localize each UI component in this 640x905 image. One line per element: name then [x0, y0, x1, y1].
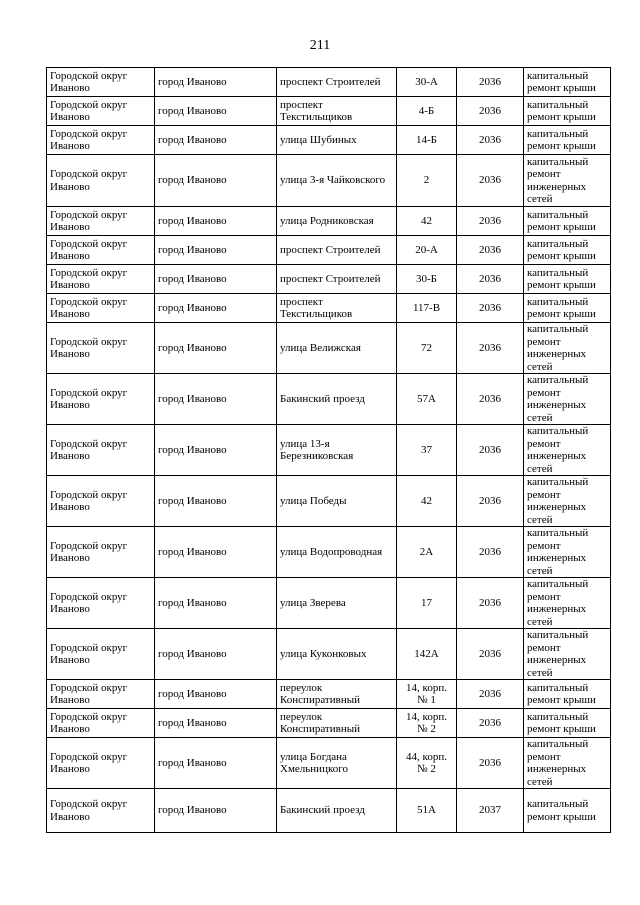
year-cell: 2036: [457, 155, 524, 207]
municipality-cell: Городской округ Иваново: [47, 236, 155, 265]
municipality-cell: Городской округ Иваново: [47, 323, 155, 374]
table-row: [47, 236, 611, 265]
year-cell: 2036: [457, 126, 524, 155]
municipality-cell: Городской округ Иваново: [47, 709, 155, 738]
street-cell: улица Куконковых: [277, 629, 397, 680]
page-number: 211: [309, 38, 331, 53]
table-row: [47, 527, 611, 578]
house-cell: 30-А: [397, 68, 457, 97]
year-cell: 2036: [457, 680, 524, 709]
table-row: [47, 680, 611, 709]
house-cell: 2: [397, 155, 457, 207]
street-cell: улица Велижская: [277, 323, 397, 374]
municipality-cell: Городской округ Иваново: [47, 738, 155, 789]
house-cell: 57А: [397, 374, 457, 425]
table-row: [47, 323, 611, 374]
house-cell: 2А: [397, 527, 457, 578]
street-cell: улица Водопроводная: [277, 527, 397, 578]
settlement-cell: город Иваново: [155, 738, 277, 789]
house-cell: 14, корп. № 2: [397, 709, 457, 738]
year-cell: 2036: [457, 629, 524, 680]
house-cell: 117-В: [397, 294, 457, 323]
year-cell: 2036: [457, 97, 524, 126]
street-cell: улица 13-я Березниковская: [277, 425, 397, 476]
municipality-cell: Городской округ Иваново: [47, 265, 155, 294]
year-cell: 2036: [457, 236, 524, 265]
municipality-cell: Городской округ Иваново: [47, 374, 155, 425]
settlement-cell: город Иваново: [155, 126, 277, 155]
municipality-cell: Городской округ Иваново: [47, 97, 155, 126]
house-cell: 30-Б: [397, 265, 457, 294]
year-cell: 2036: [457, 68, 524, 97]
table-row: [47, 709, 611, 738]
work-type-cell: капитальный ремонт инженерных сетей: [524, 476, 611, 527]
year-cell: 2037: [457, 789, 524, 833]
year-cell: 2036: [457, 527, 524, 578]
table-row: [47, 265, 611, 294]
year-cell: 2036: [457, 738, 524, 789]
work-type-cell: капитальный ремонт крыши: [524, 207, 611, 236]
work-type-cell: капитальный ремонт крыши: [524, 680, 611, 709]
settlement-cell: город Иваново: [155, 294, 277, 323]
repair-schedule-table: [46, 67, 611, 833]
work-type-cell: капитальный ремонт инженерных сетей: [524, 323, 611, 374]
house-cell: 14, корп. № 1: [397, 680, 457, 709]
settlement-cell: город Иваново: [155, 680, 277, 709]
work-type-cell: капитальный ремонт инженерных сетей: [524, 578, 611, 629]
house-cell: 37: [397, 425, 457, 476]
work-type-cell: капитальный ремонт крыши: [524, 236, 611, 265]
table-row: [47, 97, 611, 126]
street-cell: улица Победы: [277, 476, 397, 527]
street-cell: улица Богдана Хмельницкого: [277, 738, 397, 789]
municipality-cell: Городской округ Иваново: [47, 476, 155, 527]
house-cell: 44, корп. № 2: [397, 738, 457, 789]
municipality-cell: Городской округ Иваново: [47, 680, 155, 709]
settlement-cell: город Иваново: [155, 527, 277, 578]
house-cell: 72: [397, 323, 457, 374]
work-type-cell: капитальный ремонт инженерных сетей: [524, 527, 611, 578]
table-row: [47, 738, 611, 789]
municipality-cell: Городской округ Иваново: [47, 527, 155, 578]
municipality-cell: Городской округ Иваново: [47, 629, 155, 680]
table-row: [47, 294, 611, 323]
table-row: [47, 155, 611, 207]
house-cell: 142А: [397, 629, 457, 680]
table-row: [47, 425, 611, 476]
settlement-cell: город Иваново: [155, 476, 277, 527]
settlement-cell: город Иваново: [155, 323, 277, 374]
municipality-cell: Городской округ Иваново: [47, 425, 155, 476]
work-type-cell: капитальный ремонт крыши: [524, 789, 611, 833]
year-cell: 2036: [457, 323, 524, 374]
settlement-cell: город Иваново: [155, 68, 277, 97]
table-row: [47, 629, 611, 680]
year-cell: 2036: [457, 425, 524, 476]
municipality-cell: Городской округ Иваново: [47, 207, 155, 236]
municipality-cell: Городской округ Иваново: [47, 789, 155, 833]
work-type-cell: капитальный ремонт крыши: [524, 294, 611, 323]
year-cell: 2036: [457, 709, 524, 738]
settlement-cell: город Иваново: [155, 236, 277, 265]
street-cell: улица 3-я Чайковского: [277, 155, 397, 207]
settlement-cell: город Иваново: [155, 578, 277, 629]
settlement-cell: город Иваново: [155, 97, 277, 126]
house-cell: 20-А: [397, 236, 457, 265]
street-cell: Бакинский проезд: [277, 374, 397, 425]
settlement-cell: город Иваново: [155, 265, 277, 294]
table-row: [47, 374, 611, 425]
house-cell: 42: [397, 207, 457, 236]
municipality-cell: Городской округ Иваново: [47, 126, 155, 155]
street-cell: проспект Текстильщиков: [277, 294, 397, 323]
table-row: [47, 207, 611, 236]
year-cell: 2036: [457, 265, 524, 294]
street-cell: проспект Текстильщиков: [277, 97, 397, 126]
house-cell: 4-Б: [397, 97, 457, 126]
work-type-cell: капитальный ремонт инженерных сетей: [524, 374, 611, 425]
municipality-cell: Городской округ Иваново: [47, 68, 155, 97]
settlement-cell: город Иваново: [155, 709, 277, 738]
settlement-cell: город Иваново: [155, 374, 277, 425]
table-row: [47, 68, 611, 97]
municipality-cell: Городской округ Иваново: [47, 155, 155, 207]
street-cell: улица Шубиных: [277, 126, 397, 155]
settlement-cell: город Иваново: [155, 629, 277, 680]
settlement-cell: город Иваново: [155, 425, 277, 476]
municipality-cell: Городской округ Иваново: [47, 294, 155, 323]
work-type-cell: капитальный ремонт крыши: [524, 265, 611, 294]
street-cell: проспект Строителей: [277, 265, 397, 294]
work-type-cell: капитальный ремонт инженерных сетей: [524, 629, 611, 680]
municipality-cell: Городской округ Иваново: [47, 578, 155, 629]
table-row: [47, 789, 611, 833]
table-row: [47, 476, 611, 527]
year-cell: 2036: [457, 476, 524, 527]
street-cell: Бакинский проезд: [277, 789, 397, 833]
year-cell: 2036: [457, 207, 524, 236]
settlement-cell: город Иваново: [155, 789, 277, 833]
street-cell: улица Родниковская: [277, 207, 397, 236]
work-type-cell: капитальный ремонт инженерных сетей: [524, 155, 611, 207]
settlement-cell: город Иваново: [155, 155, 277, 207]
house-cell: 51А: [397, 789, 457, 833]
house-cell: 14-Б: [397, 126, 457, 155]
work-type-cell: капитальный ремонт инженерных сетей: [524, 425, 611, 476]
settlement-cell: город Иваново: [155, 207, 277, 236]
street-cell: проспект Строителей: [277, 236, 397, 265]
year-cell: 2036: [457, 374, 524, 425]
street-cell: проспект Строителей: [277, 68, 397, 97]
street-cell: улица Зверева: [277, 578, 397, 629]
work-type-cell: капитальный ремонт крыши: [524, 68, 611, 97]
house-cell: 17: [397, 578, 457, 629]
work-type-cell: капитальный ремонт инженерных сетей: [524, 738, 611, 789]
work-type-cell: капитальный ремонт крыши: [524, 97, 611, 126]
work-type-cell: капитальный ремонт крыши: [524, 126, 611, 155]
table-row: [47, 126, 611, 155]
house-cell: 42: [397, 476, 457, 527]
year-cell: 2036: [457, 578, 524, 629]
street-cell: переулок Конспиративный: [277, 680, 397, 709]
table-row: [47, 578, 611, 629]
street-cell: переулок Конспиративный: [277, 709, 397, 738]
year-cell: 2036: [457, 294, 524, 323]
work-type-cell: капитальный ремонт крыши: [524, 709, 611, 738]
